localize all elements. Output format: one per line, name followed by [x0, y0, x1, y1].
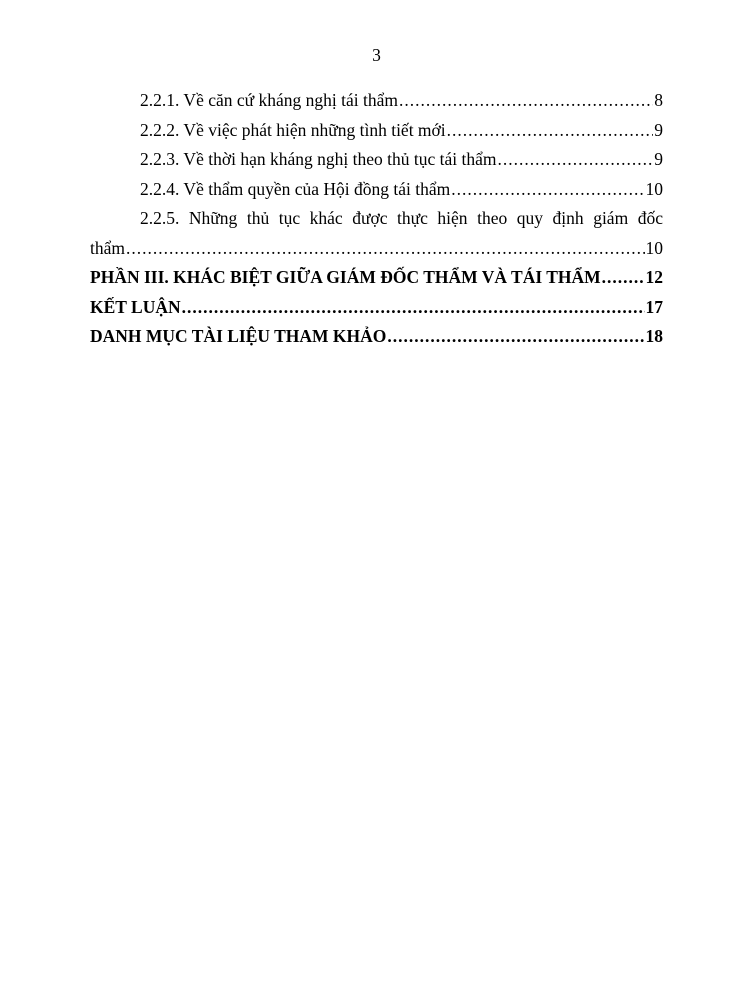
toc-entry-label: 2.2.3. Về thời hạn kháng nghị theo thủ tục tái thẩm [140, 149, 497, 169]
dot-leader [399, 86, 653, 116]
dot-leader [387, 322, 644, 352]
toc-entry-label: 2.2.2. Về việc phát hiện những tình tiết mới [140, 119, 446, 140]
toc-entry-page: 17 [645, 296, 663, 317]
dot-leader [451, 175, 644, 205]
dot-leader [602, 263, 645, 293]
toc-entry-label: KẾT LUẬN [90, 296, 181, 317]
table-of-contents [90, 86, 663, 352]
toc-entry-label: 2.2.1. Về căn cứ kháng nghị tái thẩm [140, 90, 398, 110]
toc-entry-phan-iii[interactable] [90, 263, 663, 293]
toc-entry-2-2-4[interactable] [90, 175, 663, 205]
toc-entry-label: PHẦN III. KHÁC BIỆT GIỮA GIÁM ĐỐC THẨM VÀ TÁI THẨM [90, 267, 601, 287]
toc-entry-page: 12 [645, 267, 663, 287]
dot-leader [126, 234, 645, 264]
toc-entry-label: DANH MỤC TÀI LIỆU THAM KHẢO [90, 326, 387, 346]
dot-leader [447, 116, 654, 146]
dot-leader [497, 145, 653, 175]
toc-entry-page: 9 [654, 149, 663, 169]
toc-entry-2-2-2[interactable] [90, 116, 663, 146]
toc-entry-danh-muc[interactable] [90, 322, 663, 352]
page-number: 3 [372, 45, 381, 65]
toc-entry-2-2-3[interactable] [90, 145, 663, 175]
toc-entry-page: 9 [654, 119, 663, 140]
toc-entry-ket-luan[interactable] [90, 293, 663, 323]
toc-entry-page: 10 [645, 178, 663, 199]
toc-entry-page: 18 [645, 326, 663, 346]
toc-entry-label-line1: 2.2.5. Những thủ tục khác được thực hiện theo quy định giám đốc [140, 208, 663, 228]
toc-entry-label: 2.2.4. Về thẩm quyền của Hội đồng tái thẩm [140, 178, 451, 199]
toc-entry-label-line2: thẩm [90, 237, 125, 258]
toc-entry-2-2-5[interactable] [90, 204, 663, 263]
toc-entry-2-2-1[interactable] [90, 86, 663, 116]
toc-entry-page: 10 [645, 237, 663, 258]
dot-leader [182, 293, 645, 323]
toc-entry-page: 8 [654, 90, 663, 110]
